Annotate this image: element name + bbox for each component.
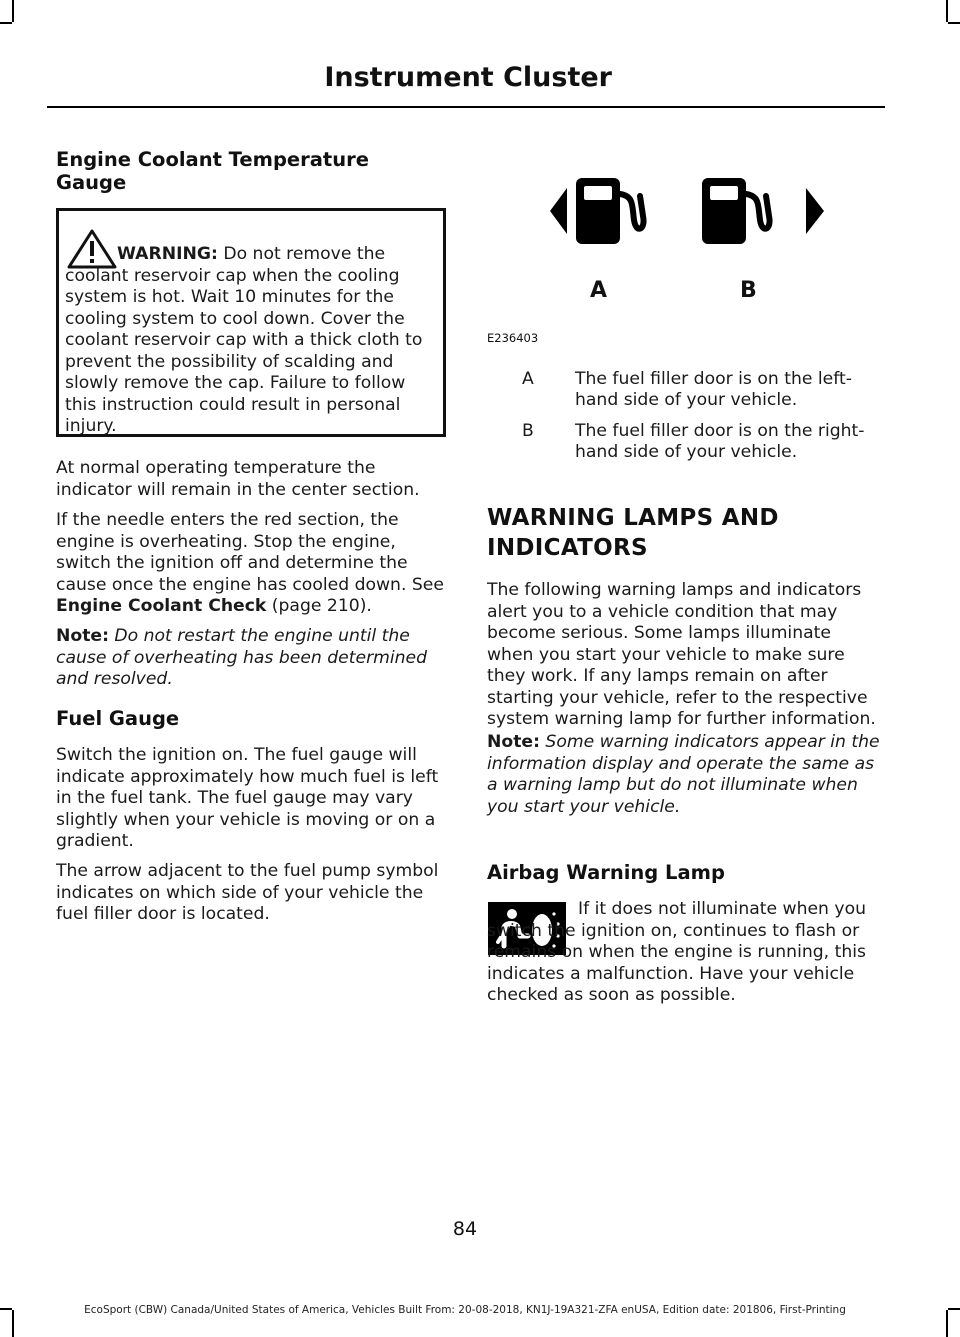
coolant-paragraph-1: At normal operating temperature the indicator will remain in the center section. [56, 458, 420, 500]
document-footer: EcoSport (CBW) Canada/United States of America, Vehicles Built From: 20-08-2018, KN1J-19A321-ZFA enUSA, Edition date: 201806, First-Printing [84, 1304, 846, 1316]
page-reference: (page 210). [266, 596, 372, 616]
page-header-title: Instrument Cluster [324, 62, 612, 93]
note-text: Do not restart the engine until the cause of overheating has been determined and resolved. [56, 626, 428, 689]
figure-code: E236403 [487, 331, 539, 345]
warning-label: WARNING: [117, 244, 218, 264]
header-divider [47, 106, 885, 108]
page-number: 84 [452, 1218, 478, 1240]
definition-value: The fuel filler door is on the left-hand side of your vehicle. [575, 369, 852, 410]
fuel-pump-left-arrow-icon [550, 176, 650, 246]
warning-lamps-note [487, 732, 882, 818]
note-text: Some warning indicators appear in the information display and operate the same as a warning lamp but do not illuminate when you start your vehicle. [487, 732, 880, 817]
figure-label-a: A [590, 278, 608, 303]
crop-mark [12, 0, 14, 22]
fuel-pump-right-arrow-icon [700, 176, 824, 246]
note-label: Note: [487, 732, 540, 752]
warning-box [56, 208, 446, 437]
crop-mark [946, 1310, 948, 1337]
crop-mark [948, 1308, 960, 1310]
section-heading-line-2: INDICATORS [487, 535, 648, 561]
definition-key: B [522, 421, 534, 441]
warning-lamps-paragraph: The following warning lamps and indicators alert you to a vehicle condition that may become serious. Some lamps illuminate when you start your vehicle to make sure they work. If any lamps remain on after starting your vehicle, refer to the respective system warning lamp for further information. [487, 580, 876, 729]
fuel-gauge-heading: Fuel Gauge [56, 707, 180, 730]
crop-mark [948, 22, 960, 24]
figure-label-b: B [740, 278, 757, 303]
coolant-paragraph-2-text: If the needle enters the red section, the engine is overheating. Stop the engine, switch the ignition off and determine the cause once the engine has cooled down. See [56, 510, 444, 595]
definition-key: A [522, 369, 534, 389]
airbag-paragraph: If it does not illuminate when you switch the ignition on, continues to flash or remains on when the engine is running, this indicates a malfunction. Have your vehicle checked as soon as possible. [487, 899, 866, 1005]
warning-body: Do not remove the coolant reservoir cap when the cooling system is hot. Wait 10 minutes for the cooling system to cool down. Cover the coolant reservoir cap with a thick cloth to prevent the possibility of scalding and slowly remove the cap. Failure to follow this instruction could result in personal injury. [65, 244, 423, 436]
crop-mark [0, 22, 12, 24]
note-label: Note: [56, 626, 109, 646]
engine-coolant-check-link[interactable]: Engine Coolant Check [56, 596, 267, 616]
warning-text [65, 244, 437, 438]
coolant-heading: Engine Coolant Temperature Gauge [56, 148, 369, 194]
fuel-paragraph-1: Switch the ignition on. The fuel gauge will indicate approximately how much fuel is left in the fuel tank. The fuel gauge may vary slightly when your vehicle is moving or on a gradient. [56, 745, 439, 851]
coolant-note [56, 626, 448, 691]
airbag-heading: Airbag Warning Lamp [487, 861, 725, 884]
section-heading [487, 503, 882, 563]
definition-value: The fuel filler door is on the right-hand side of your vehicle. [575, 421, 865, 462]
fuel-paragraph-2: The arrow adjacent to the fuel pump symbol indicates on which side of your vehicle the fuel filler door is located. [56, 861, 439, 924]
coolant-paragraph-2 [56, 510, 448, 618]
section-heading-line-1: WARNING LAMPS AND [487, 505, 779, 531]
crop-mark [946, 0, 948, 22]
